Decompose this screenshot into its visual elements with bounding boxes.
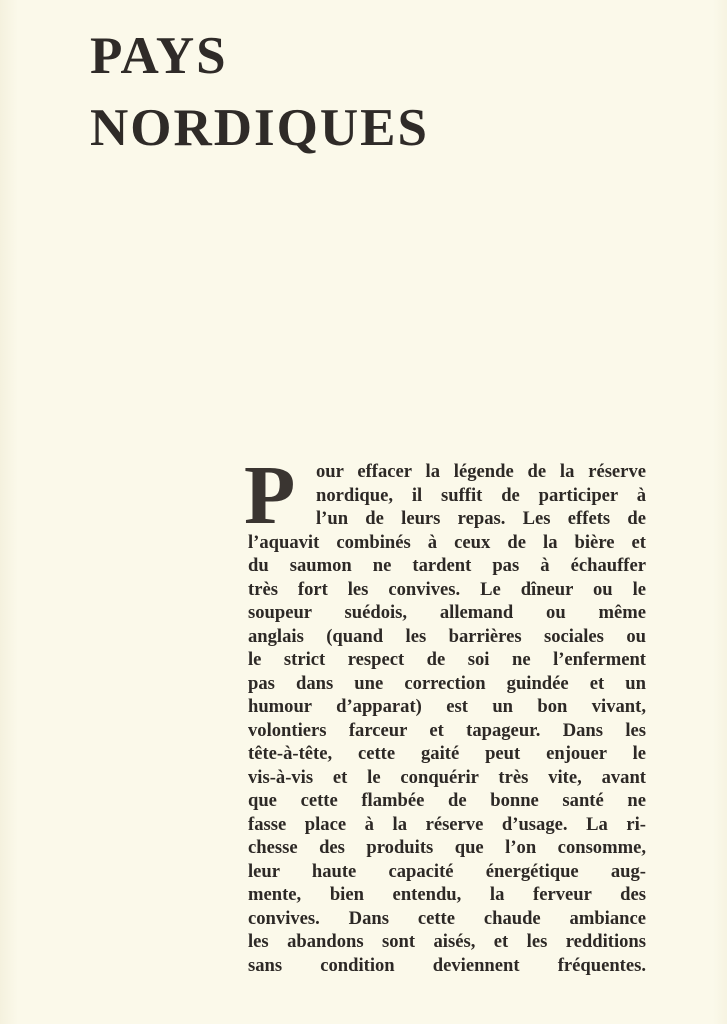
paragraph-line: le strict respect de soi ne l’enferment <box>248 649 646 670</box>
paragraph-line: volontiers farceur et tapageur. Dans les <box>248 719 646 741</box>
paragraph-line: humour d’apparat) est un bon vivant, <box>248 696 646 717</box>
paragraph-line: fasse place à la réserve d’usage. La ri- <box>248 813 646 835</box>
chapter-title-line-1: PAYS <box>90 27 228 85</box>
body-paragraph <box>244 449 646 977</box>
paragraph-line: mente, bien entendu, la ferveur des <box>248 884 646 905</box>
paragraph-line: our effacer la légende de la réserve <box>316 461 646 482</box>
paragraph-line: pas dans une correction guindée et un <box>248 672 646 694</box>
paragraph-line: l’aquavit combinés à ceux de la bière et <box>248 531 646 553</box>
paragraph-line: les abandons sont aisés, et les redditions <box>248 931 646 952</box>
paragraph-line: vis-à-vis et le conquérir très vite, avant <box>248 766 646 788</box>
paragraph-line: nordique, il suffit de participer à <box>316 484 646 506</box>
paragraph-line: convives. Dans cette chaude ambiance <box>248 907 646 929</box>
paragraph-line: du saumon ne tardent pas à échauffer <box>248 555 646 576</box>
paragraph-line: sans condition deviennent fréquentes. <box>248 954 646 976</box>
paragraph-line: que cette flambée de bonne santé ne <box>248 790 646 811</box>
paragraph-line: anglais (quand les barrières sociales ou <box>248 625 646 647</box>
chapter-title-line-2: NORDIQUES <box>90 99 430 157</box>
paragraph-line: l’un de leurs repas. Les effets de <box>316 508 646 529</box>
paragraph-line: leur haute capacité énergétique aug- <box>248 860 646 882</box>
paragraph-line: chesse des produits que l’on consomme, <box>248 837 646 858</box>
paragraph-line: tête-à-tête, cette gaité peut enjouer le <box>248 743 646 764</box>
drop-cap: P <box>244 449 296 542</box>
paragraph-line: soupeur suédois, allemand ou même <box>248 602 646 623</box>
paragraph-line: très fort les convives. Le dîneur ou le <box>248 578 646 600</box>
chapter-title <box>90 20 429 164</box>
